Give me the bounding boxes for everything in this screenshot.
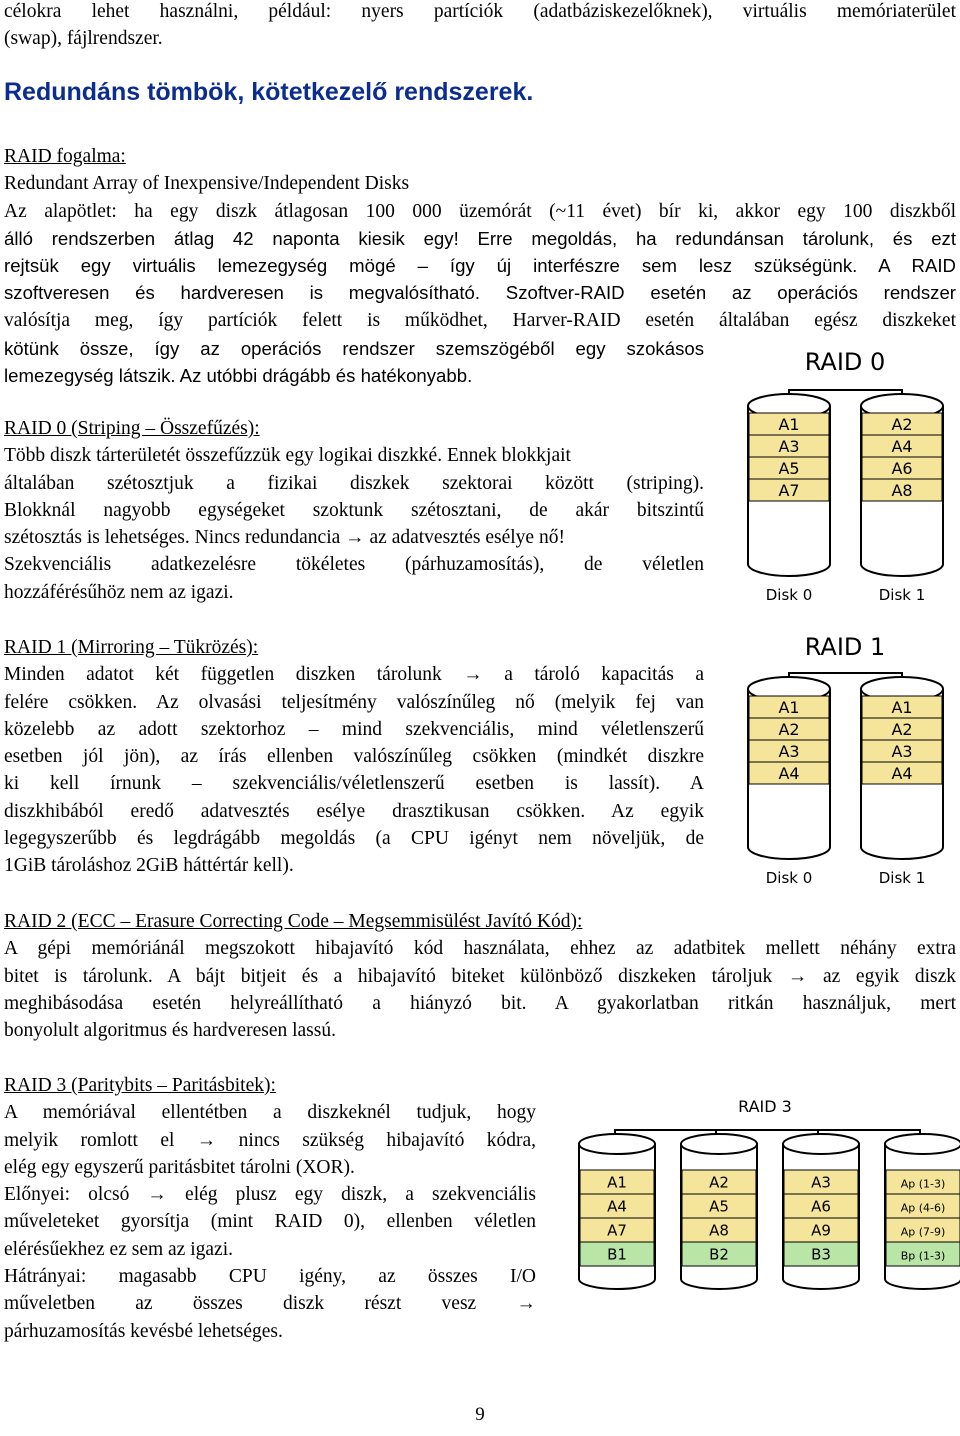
text-line: valósítja meg, így partíciók felett is működhet, Harver-RAID esetén általában egész diszkeket [4, 309, 956, 331]
disk-cylinder [681, 1134, 757, 1289]
intro-paragraph [4, 0, 956, 53]
raid0-diagram [740, 340, 955, 605]
disk-cylinder [861, 677, 943, 887]
disk-block-label: A1 [607, 1173, 627, 1192]
page-number: 9 [475, 1404, 485, 1425]
disk-block-label: A1 [891, 697, 913, 717]
disk-block-label: Ap (1-3) [900, 1177, 946, 1191]
text-line: elég egy egyszerű paritásbitet tárolni (XOR). [4, 1156, 355, 1178]
raid3-diagram [575, 1092, 960, 1312]
disk-block-label: A4 [891, 763, 913, 783]
text-line: lemezegység látszik. Az utóbbi drágább és hatékonyabb. [4, 365, 473, 387]
disk-cylinder [885, 1134, 960, 1289]
raid1-diagram [740, 627, 955, 892]
disk-block-label: A8 [709, 1221, 729, 1240]
disk-block-label: A2 [891, 414, 913, 434]
disk-label: Disk 0 [765, 869, 813, 887]
disk-block-label: A3 [778, 436, 800, 456]
disk-block-label: A4 [778, 763, 800, 783]
disk-cylinder [861, 394, 943, 604]
disk-block-label: A4 [607, 1197, 627, 1216]
disk-block-label: A5 [709, 1197, 729, 1216]
text-line: rejtsük egy virtuális lemezegység mögé – így új interfészre sem lesz szükségünk. A RAID [4, 255, 956, 277]
raid-definition-title: RAID fogalma: [4, 146, 126, 167]
disk-block-label: A2 [778, 719, 800, 739]
text-line: elérésűekhez ez sem az igazi. [4, 1238, 233, 1260]
text-line: ki kell írnunk – szekvenciális/véletlenszerű esetben is lassít). A [4, 773, 704, 795]
disk-block-label: A6 [811, 1197, 831, 1216]
disk-cylinder [579, 1134, 655, 1289]
intro-line: (swap), fájlrendszer. [4, 28, 163, 50]
disk-block-label: A3 [891, 741, 913, 761]
text-line: Blokknál nagyobb egységeket szoktunk szétosztani, de akár bitszintű [4, 499, 704, 521]
raid1-title: RAID 1 (Mirroring – Tükrözés): [4, 637, 259, 658]
text-line: diszkhibából eredő adatvesztés esélye drasztikusan csökken. Az egyik [4, 800, 704, 822]
disk-label: Disk 1 [878, 869, 926, 887]
disk-top [681, 1134, 757, 1154]
disk-label: Disk 1 [878, 586, 926, 604]
disk-cylinder [748, 677, 830, 887]
disk-block-label: A2 [709, 1173, 729, 1192]
text-line: Az alapötlet: ha egy diszk átlagosan 100 000 üzemórát (~11 évet) bír ki, akkor egy 100 diszkből [4, 200, 956, 222]
text-line: műveletben az összes diszk részt vesz → [4, 1293, 536, 1315]
text-line: A memóriával ellentétben a diszkeknél tudjuk, hogy [4, 1102, 536, 1124]
text-line: melyik romlott el → nincs szükség hibajavító kódra, [4, 1129, 536, 1151]
text-line: Szekvenciális adatkezelésre tökéletes (párhuzamosítás), de véletlen [4, 554, 704, 576]
text-line: meghibásodása esetén helyreállítható a hiányzó bit. A gyakorlatban ritkán használjuk, mert [4, 992, 956, 1014]
raid-definition-tail [4, 335, 704, 390]
raid2-title: RAID 2 (ECC – Erasure Correcting Code – Megsemmisülést Javító Kód): [4, 911, 583, 932]
disk-block-label: B3 [811, 1245, 831, 1264]
disk-block-label: Ap (4-6) [900, 1201, 946, 1215]
text-line: A gépi memóriánál megszokott hibajavító kód használata, ehhez az adatbitek mellett néhány extra [4, 938, 956, 960]
text-line: bitet is tárolunk. A bájt bitjeit és a hibajavító biteket különböző diszkeken tároljuk → az egyik diszk [4, 965, 956, 987]
disk-block-label: A3 [778, 741, 800, 761]
text-line: műveleteket gyorsítja (mint RAID 0), ellenben véletlen [4, 1211, 536, 1233]
text-line: felére csökken. Az olvasási teljesítmény valószínűleg nő (melyik fej van [4, 691, 704, 713]
intro-line: célokra lehet használni, például: nyers partíciók (adatbáziskezelőknek), virtuális memóriaterület [4, 1, 956, 22]
disk-cylinder [748, 394, 830, 604]
disk-top [783, 1134, 859, 1154]
disk-cylinder [783, 1134, 859, 1289]
raid-definition [4, 143, 956, 334]
disk-block-label: A2 [891, 719, 913, 739]
text-line: bonyolult algoritmus és hardveresen lassú. [4, 1020, 336, 1042]
disk-block-label: A1 [778, 414, 800, 434]
disk-block-label: A8 [891, 480, 913, 500]
disk-block-label: Ap (7-9) [900, 1225, 946, 1239]
raid1-section [4, 634, 704, 880]
text-line: párhuzamosítás kevésbé lehetséges. [4, 1320, 283, 1342]
text-line: hozzáférésűhöz nem az igazi. [4, 581, 234, 603]
disk-block-label: A7 [607, 1221, 627, 1240]
text-line: Minden adatot két független diszken tárolunk → a tároló kapacitás a [4, 664, 704, 686]
text-line: 1GiB tároláshoz 2GiB háttértár kell). [4, 855, 294, 877]
raid1-diagram-title: RAID 1 [804, 633, 886, 661]
text-line: közelebb az adott szektorhoz – mind szekvenciális, mind véletlenszerű [4, 718, 704, 740]
disk-block-label: A5 [778, 458, 800, 478]
disk-block-label: A7 [778, 480, 800, 500]
text-line: Redundant Array of Inexpensive/Independent Disks [4, 173, 410, 195]
disk-block-label: A1 [778, 697, 800, 717]
disk-top [885, 1134, 960, 1154]
text-line: Előnyei: olcsó → elég plusz egy diszk, a szekvenciális [4, 1184, 536, 1206]
disk-block-label: B1 [607, 1245, 627, 1264]
disk-block-label: B2 [709, 1245, 729, 1264]
text-line: esetben jól jön), az írás ellenben valószínűleg csökken (mindkét diszkre [4, 746, 704, 768]
raid3-diagram-title: RAID 3 [738, 1097, 792, 1116]
raid3-section [4, 1072, 536, 1345]
text-line: szoftveresen és hardveresen is megvalósítható. Szoftver-RAID esetén az operációs rendszer [4, 282, 956, 304]
text-line: kötünk össze, így az operációs rendszer szemszögéből egy szokásos [4, 338, 704, 359]
raid2-section [4, 908, 956, 1044]
raid3-title: RAID 3 (Paritybits – Paritásbitek): [4, 1075, 276, 1096]
disk-top [579, 1134, 655, 1154]
disk-block-label: A4 [891, 436, 913, 456]
text-line: általában szétosztjuk a fizikai diszkek szektorai között (striping). [4, 472, 704, 494]
text-line: Több diszk tárterületét összefűzzük egy logikai diszkké. Ennek blokkjait [4, 445, 571, 467]
disk-block-label: A3 [811, 1173, 831, 1192]
text-line: legegyszerűbb és legdrágább megoldás (a CPU igényt nem növeljük, de [4, 828, 704, 850]
section-heading: Redundáns tömbök, kötetkezelő rendszerek. [4, 78, 534, 106]
raid0-diagram-title: RAID 0 [804, 348, 886, 376]
raid0-title: RAID 0 (Striping – Összefűzés): [4, 418, 260, 439]
disk-block-label: Bp (1-3) [900, 1249, 946, 1263]
text-line: Hátrányai: magasabb CPU igény, az összes I/O [4, 1266, 536, 1288]
disk-block-label: A6 [891, 458, 913, 478]
text-line: szétosztás is lehetséges. Nincs redundancia → az adatvesztés esélye nő! [4, 527, 565, 549]
text-line: álló rendszerben átlag 42 naponta kiesik egy! Erre megoldás, ha redundánsan tárolunk, és ezt [4, 227, 956, 249]
disk-block-label: A9 [811, 1221, 831, 1240]
disk-label: Disk 0 [765, 586, 813, 604]
raid0-section [4, 415, 704, 606]
